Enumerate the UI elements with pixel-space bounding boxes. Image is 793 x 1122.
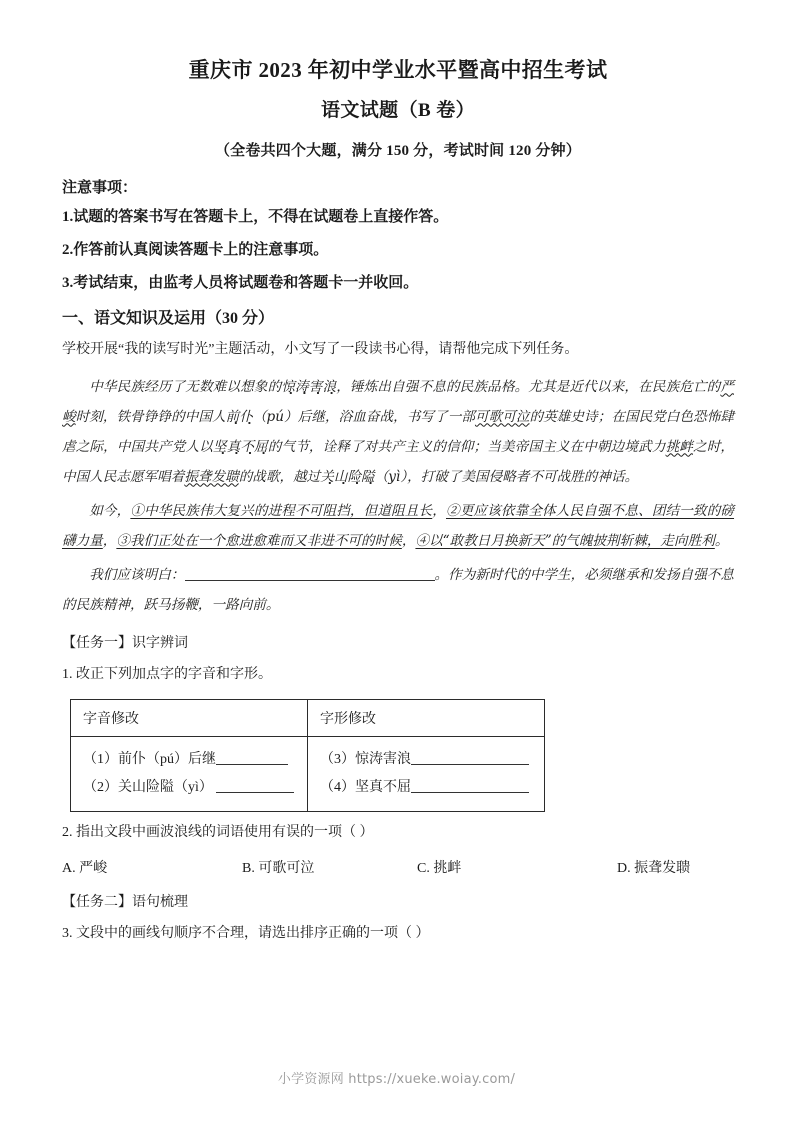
passage-text: ， — [432, 502, 446, 519]
underlined-clause-4: ④以“敢教日月换新天”的气魄披荆斩棘，走向胜利 — [415, 532, 715, 549]
task-two-label: 【任务二】语句梳理 — [62, 894, 188, 910]
passage-paragraph-1 — [62, 372, 734, 492]
passage-text: 如今， — [89, 502, 131, 519]
page-content — [62, 55, 734, 958]
passage-text: （yì），打破了美国侵略者不可战胜的神话。 — [374, 468, 639, 485]
underlined-clause-3: ③我们正处在一个愈进愈难而又非进不可的时候 — [116, 532, 402, 549]
underlined-clause-2: ②更应该依靠全体人民自强不息、团结一致的磅礴力量 — [62, 502, 735, 549]
passage-text: 。 — [714, 532, 729, 549]
passage-text: （pú）后继，浴血奋战，书写了一部 — [252, 408, 475, 425]
table-header-glyph: 字形修改 — [308, 699, 545, 736]
choice-b[interactable]: B. 可歌可泣 — [242, 860, 315, 876]
task-one-label: 【任务一】识字辨词 — [62, 635, 188, 651]
table-item-text: （4）坚真不屈 — [320, 779, 411, 795]
table-item-text: （1）前仆（pú）后继 — [83, 751, 216, 767]
choice-a[interactable]: A. 严峻 — [62, 860, 108, 876]
passage-text: 时刻，铁骨铮铮的中国人 — [75, 408, 226, 425]
passage-paragraph-2 — [62, 496, 734, 556]
answer-blank-3[interactable] — [411, 751, 529, 765]
watermark: 小学资源网 https://xueke.woiay.com/ — [277, 1072, 516, 1087]
question-3: 3. 文段中的画线句顺序不合理，请选出排序正确的一项（ ） — [62, 925, 430, 941]
passage-text: ， — [102, 532, 117, 549]
dotted-term-guanshanxianai: 关山险隘 — [320, 469, 374, 490]
table-item-3 — [320, 746, 534, 774]
table-row — [71, 736, 545, 811]
passage-text: 的英雄史诗；在国民党白色恐怖肆虐之际，中国共产党人以 — [62, 408, 735, 455]
choice-c[interactable]: C. 挑衅 — [417, 860, 462, 876]
table-item-2 — [83, 774, 297, 802]
notice-item-1: 1.试题的答案书写在答题卡上，不得在试题卷上直接作答。 — [62, 209, 449, 225]
table-item-4 — [320, 774, 534, 802]
dotted-term-qianpu: 前仆 — [226, 409, 253, 430]
correction-table — [70, 699, 545, 812]
table-header-pronunciation: 字音修改 — [71, 699, 308, 736]
page-title: 重庆市 2023 年初中学业水平暨高中招生考试 — [188, 58, 608, 82]
notice-item-2: 2.作答前认真阅读答题卡上的注意事项。 — [62, 241, 329, 258]
passage-text: 之时，中国人民志愿军唱着 — [62, 438, 735, 485]
section-one-title: 一、语文知识及运用（30 分） — [62, 310, 275, 328]
passage-text: 我们应该明白： — [89, 566, 185, 583]
answer-blank-line[interactable] — [185, 566, 435, 581]
passage-text: ，锤炼出自强不息的民族品格。尤其是近代以来，在民族危亡的 — [336, 378, 721, 395]
wavy-term-kegekeqi: 可歌可泣 — [474, 408, 530, 425]
dotted-term-jianzhenbuqu: 坚真不屈 — [213, 439, 268, 460]
passage-paragraph-3 — [62, 560, 734, 620]
page-subtitle: 语文试题（B 卷） — [320, 99, 476, 121]
question-2: 2. 指出文段中画波浪线的词语使用有误的一项（ ） — [62, 824, 374, 840]
question-1: 1. 改正下列加点字的字音和字形。 — [62, 666, 272, 682]
wavy-term-tiaoxin: 挑衅 — [665, 438, 693, 455]
passage-text: 的气节，诠释了对共产主义的信仰；当美帝国主义在中朝边境武力 — [267, 438, 666, 455]
question-2-choices — [62, 857, 734, 877]
passage-text: 中华民族经历了无数难以想象的 — [89, 378, 282, 395]
section-one-lead: 学校开展“我的读写时光”主题活动，小文写了一段读书心得，请帮他完成下列任务。 — [62, 342, 579, 358]
answer-blank-2[interactable] — [216, 779, 294, 793]
answer-blank-1[interactable] — [216, 751, 288, 765]
dotted-term-jingtaohailang: 惊涛害浪 — [281, 379, 336, 400]
notice-heading: 注意事项： — [62, 180, 138, 196]
passage-text: ， — [401, 532, 416, 549]
passage-text: 的战歌，越过 — [238, 468, 321, 485]
wavy-term-zhenlongfakui: 振聋发聩 — [184, 468, 239, 485]
wavy-term-yanjun: 严峻 — [62, 378, 734, 425]
answer-blank-4[interactable] — [411, 779, 529, 793]
table-item-1 — [83, 746, 297, 774]
table-cell-glyph-items — [308, 736, 545, 811]
table-cell-pronunciation-items — [71, 736, 308, 811]
exam-meta-line: （全卷共四个大题，满分 150 分，考试时间 120 分钟） — [214, 143, 581, 159]
passage-text: 。作为新时代的中学生，必须继承和发扬自强不息的民族精神，跃马扬鞭，一路向前。 — [62, 566, 735, 613]
table-row-header — [71, 699, 545, 736]
underlined-clause-1: ①中华民族伟大复兴的进程不可阻挡，但道阻且长 — [130, 502, 433, 519]
notice-item-3: 3.考试结束，由监考人员将试题卷和答题卡一并收回。 — [62, 274, 419, 291]
table-item-text: （2）关山险隘（yì） — [83, 779, 213, 795]
choice-d[interactable]: D. 振聋发聩 — [617, 860, 691, 876]
table-item-text: （3）惊涛害浪 — [320, 751, 411, 767]
